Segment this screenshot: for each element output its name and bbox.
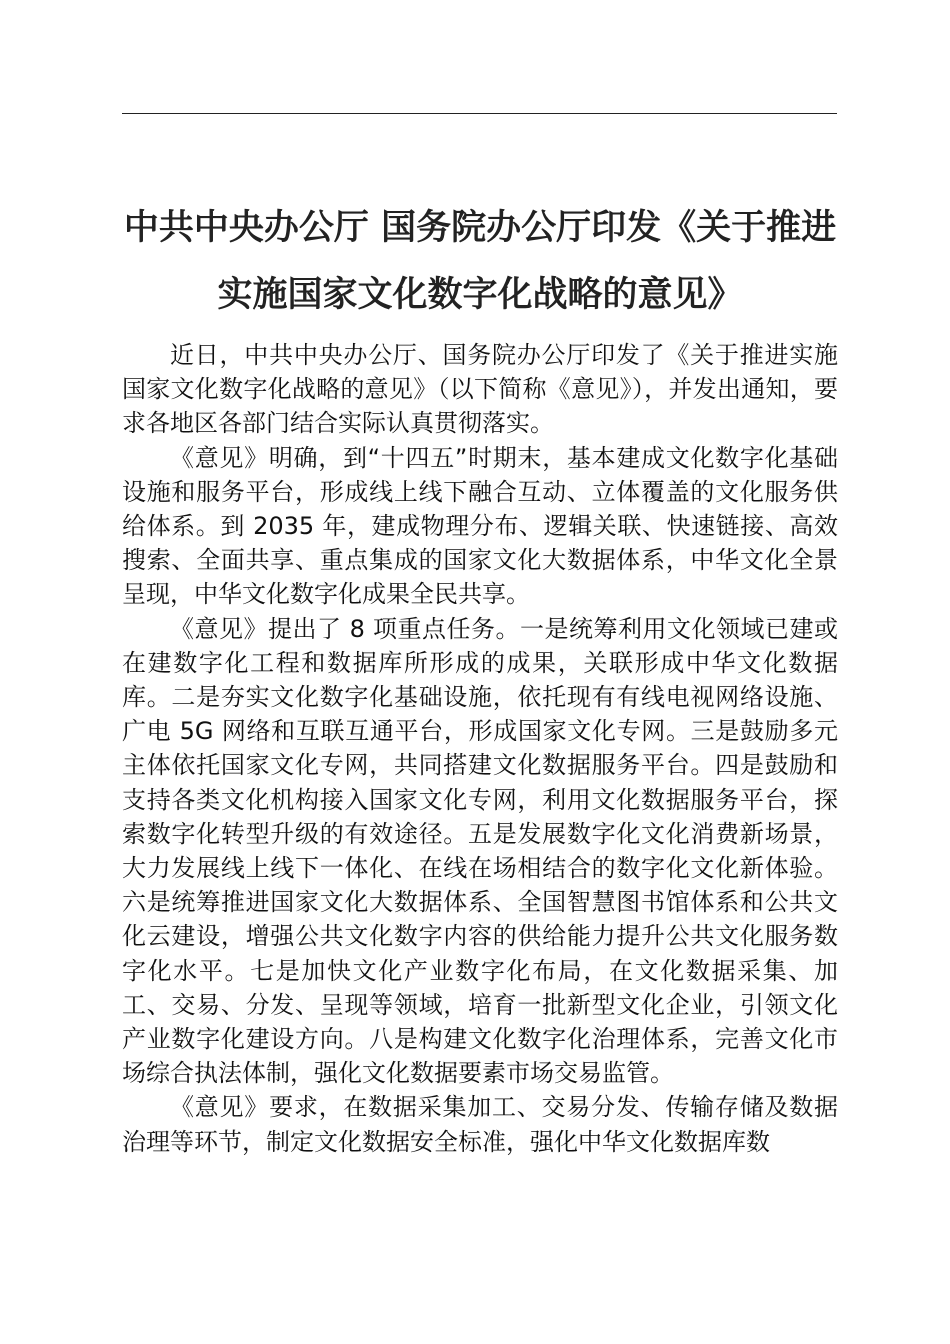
title-line-1: 中共中央办公厅 国务院办公厅印发《关于推进 [123, 208, 837, 249]
document-body [122, 338, 838, 1159]
paragraph-tasks: 《意见》提出了 8 项重点任务。一是统筹利用文化领域已建或在建数字化工程和数据库所形成的成果，关联形成中华文化数据库。二是夯实文化数字化基础设施，依托现有有线电视网络设施、广电 5G 网络和互联互通平台，形成国家文化专网。三是鼓励多元主体依托国家文化专网，共同搭建文化数据服务平台。四是鼓励和支持各类文化机构接入国家文化专网，利用文化数据服务平台，探索数字化转型升级的有效途径。五是发展数字化文化消费新场景，大力发展线上线下一体化、在线在场相结合的数字化文化新体验。六是统筹推进国家文化大数据体系、全国智慧图书馆体系和公共文化云建设，增强公共文化数字内容的供给能力提升公共文化服务数字化水平。七是加快文化产业数字化布局，在文化数据采集、加工、交易、分发、呈现等领域，培育一批新型文化企业，引领文化产业数字化建设方向。八是构建文化数字化治理体系，完善文化市场综合执法体制，强化文化数据要素市场交易监管。 [122, 614, 838, 1088]
document-title [110, 195, 850, 329]
paragraph-requirements: 《意见》要求，在数据采集加工、交易分发、传输存储及数据治理等环节，制定文化数据安全标准，强化中华文化数据库数 [122, 1093, 838, 1156]
paragraph-goals: 《意见》明确，到“十四五”时期末，基本建成文化数字化基础设施和服务平台，形成线上线下融合互动、立体覆盖的文化服务供给体系。到 2035 年，建成物理分布、逻辑关联、快速链接、高效搜索、全面共享、重点集成的国家文化大数据体系，中华文化全景呈现，中华文化数字化成果全民共享。 [122, 443, 838, 609]
title-line-2: 实施国家文化数字化战略的意见》 [217, 275, 743, 316]
header-rule [122, 113, 837, 114]
paragraph-intro: 近日，中共中央办公厅、国务院办公厅印发了《关于推进实施国家文化数字化战略的意见》（以下简称《意见》），并发出通知，要求各地区各部门结合实际认真贯彻落实。 [122, 341, 838, 438]
